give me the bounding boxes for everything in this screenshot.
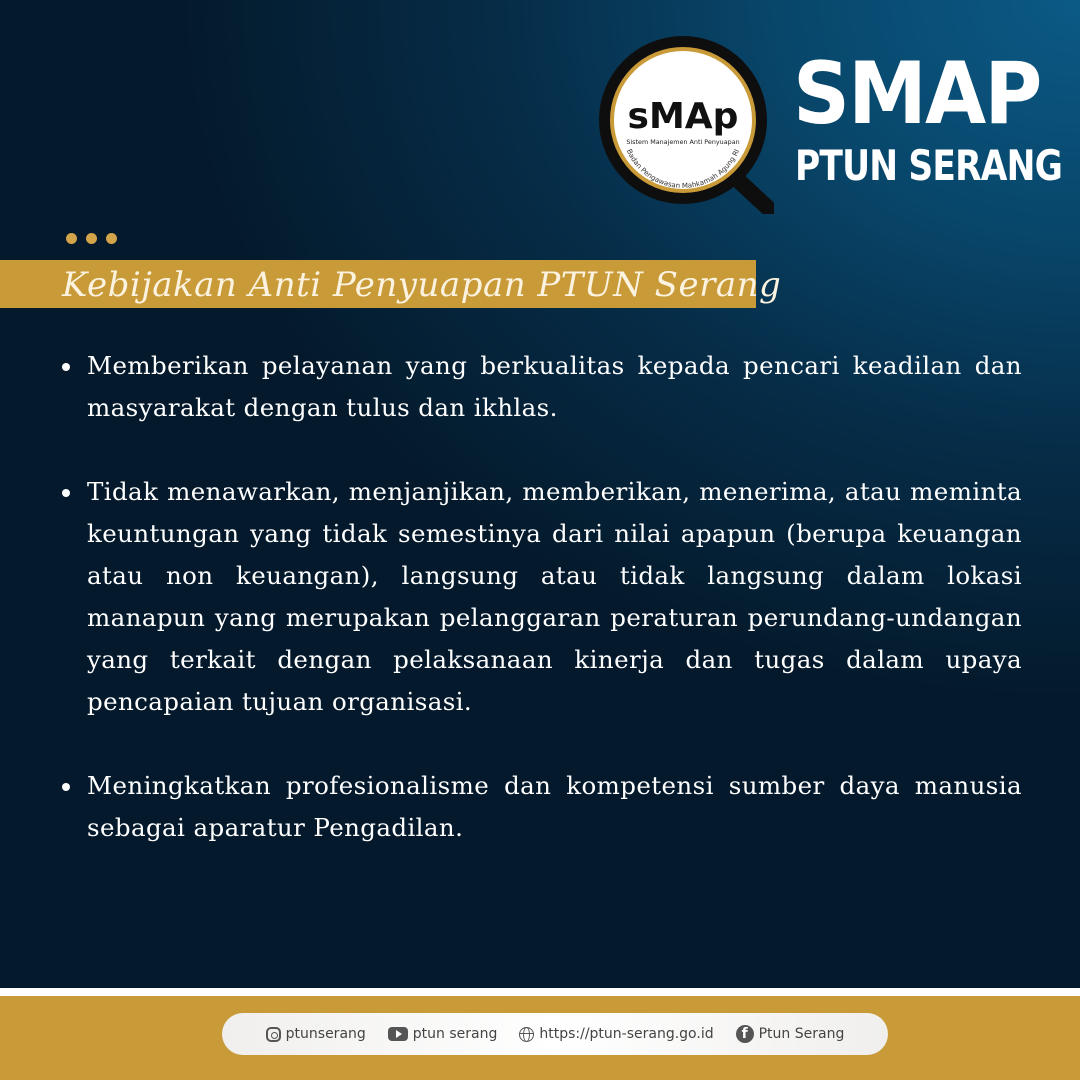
facebook-link[interactable]	[736, 1025, 845, 1043]
youtube-icon	[388, 1027, 408, 1041]
instagram-link[interactable]	[266, 1026, 366, 1042]
section-heading: Kebijakan Anti Penyuapan PTUN Serang	[62, 265, 782, 305]
divider	[0, 988, 1080, 996]
website-url: https://ptun-serang.go.id	[539, 1026, 714, 1042]
globe-icon	[519, 1027, 534, 1042]
social-links-bar	[222, 1013, 888, 1055]
website-link[interactable]	[519, 1026, 713, 1042]
dot-icon	[106, 233, 117, 244]
smap-logo	[592, 32, 774, 214]
policy-item: Tidak menawarkan, menjanjikan, memberikan, menerima, atau meminta keuntungan yang tidak semestinya dari nilai apapun (berupa keuangan atau non keuangan), langsung atau tidak langsung dalam lokasi manapun yang merupakan pelanggaran peraturan perundang-undangan yang terkait dengan pelaksanaan kinerja dan tugas dalam upaya pencapaian tujuan organisasi.	[60, 471, 1022, 723]
youtube-link[interactable]	[388, 1026, 498, 1042]
policy-item: Memberikan pelayanan yang berkualitas kepada pencari keadilan dan masyarakat dengan tulus dan ikhlas.	[60, 345, 1022, 429]
logo-wordmark: sMAp	[627, 96, 739, 137]
logo-arc-text: Badan Pengawasan Mahkamah Agung RI	[624, 147, 742, 191]
facebook-icon: f	[736, 1025, 754, 1043]
dot-icon	[66, 233, 77, 244]
logo-tagline: Sistem Manajemen Anti Penyuapan	[626, 138, 740, 146]
facebook-handle: Ptun Serang	[758, 1026, 845, 1042]
policy-list	[60, 345, 1022, 891]
page-subtitle: PTUN SERANG	[795, 141, 1063, 190]
instagram-icon	[266, 1027, 281, 1042]
youtube-handle: ptun serang	[412, 1026, 498, 1042]
dot-icon	[86, 233, 97, 244]
page-title: SMAP	[793, 44, 1041, 144]
policy-item: Meningkatkan profesionalisme dan kompetensi sumber daya manusia sebagai aparatur Pengadilan.	[60, 765, 1022, 849]
instagram-handle: ptunserang	[285, 1026, 366, 1042]
decorative-dots	[66, 233, 117, 244]
